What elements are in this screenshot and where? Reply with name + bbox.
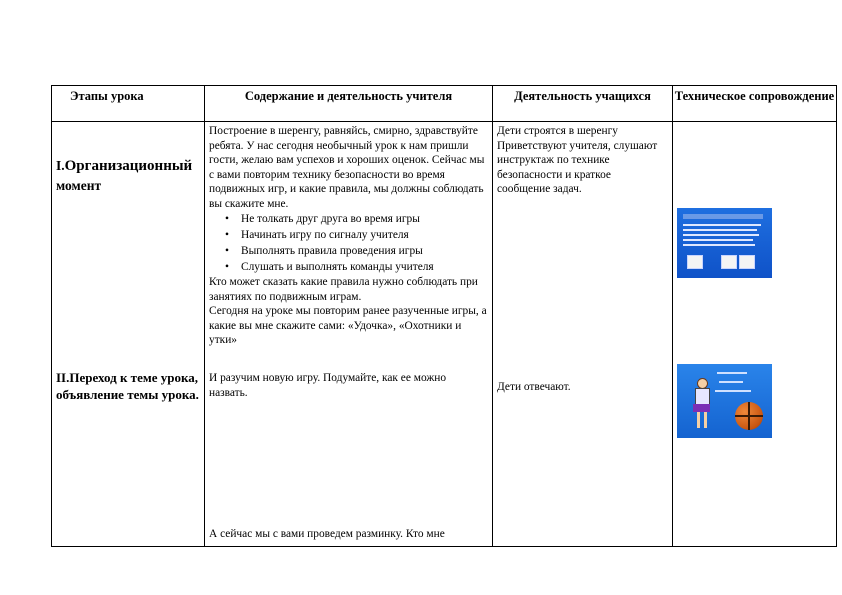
students-block-2: Дети отвечают. [497, 381, 571, 393]
new-game-slide-thumbnail [677, 364, 772, 438]
tech-cell [673, 122, 837, 547]
header-students: Деятельность учащихся [493, 86, 673, 122]
stage-1-numeral: I. [56, 158, 65, 173]
teacher-block-1 [209, 124, 487, 348]
list-item: • Слушать и выполнять команды учителя [241, 259, 487, 275]
table-row [52, 122, 837, 547]
teacher-review: Сегодня на уроке мы повторим ранее разученные игры, а какие вы мне скажите сами: «Удочка», «Охотники и утки» [209, 305, 487, 346]
header-tech: Техническое сопровождение [673, 86, 837, 122]
students-cell [493, 122, 673, 547]
teacher-cell [205, 122, 493, 547]
pictogram-icon [721, 255, 737, 269]
header-stages: Этапы урока [52, 86, 205, 122]
stage-1-line2: момент [56, 178, 102, 193]
list-item: • Не толкать друг друга во время игры [241, 211, 487, 227]
stage-1-title [56, 156, 206, 195]
lesson-plan-table [51, 85, 837, 547]
pictogram-icon [739, 255, 755, 269]
header-teacher: Содержание и деятельность учителя [205, 86, 493, 122]
list-item: • Выполнять правила проведения игры [241, 243, 487, 259]
list-item: • Начинать игру по сигналу учителя [241, 227, 487, 243]
stage-2-title: II.Переход к теме урока, объявление темы урока. [56, 370, 199, 402]
safety-slide-thumbnail [677, 208, 772, 278]
stages-cell [52, 122, 205, 547]
pictogram-icon [687, 255, 703, 269]
teacher-question: Кто может сказать какие правила нужно соблюдать при занятиях по подвижным играм. [209, 276, 478, 303]
students-block-1: Дети строятся в шеренгу Приветствуют учителя, слушают инструктаж по технике безопасности и краткое сообщение задач. [497, 125, 658, 195]
teacher-new-game: И разучим новую игру. Подумайте, как ее можно назвать. [209, 372, 447, 399]
basketball-icon [735, 402, 763, 430]
teacher-intro: Построение в шеренгу, равняйсь, смирно, здравствуйте ребята. У нас сегодня необычный урок к нам пришли гости, желаю вам успехов и хороших оценок. Сейчас мы с вами повторим технику безопасности во время подвижных игр, и какие правила, мы должны соблюдать вы скажите мне. [209, 125, 485, 210]
stage-1-word: Организационный [64, 158, 193, 174]
safety-rules-list [209, 211, 487, 275]
table-header-row [52, 86, 837, 122]
teacher-warmup: А сейчас мы с вами проведем разминку. Кто мне [209, 528, 445, 540]
